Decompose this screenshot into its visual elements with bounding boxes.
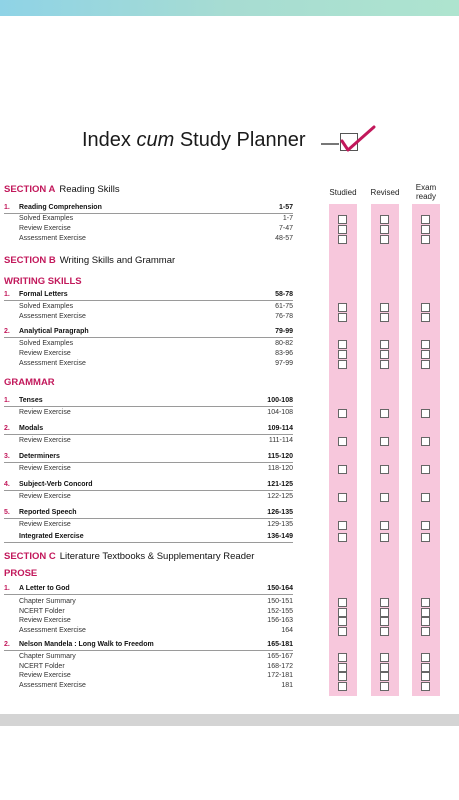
index-subitem-row xyxy=(4,616,293,626)
item-title: Nelson Mandela : Long Walk to Freedom xyxy=(19,641,154,648)
item-pages: 164 xyxy=(281,627,293,634)
exam-ready-checkbox[interactable] xyxy=(421,350,430,359)
item-number: 1. xyxy=(4,291,10,298)
item-pages: 1-7 xyxy=(282,215,293,222)
item-pages: 83-96 xyxy=(275,350,293,357)
prose-heading: PROSE xyxy=(4,568,38,579)
item-title: NCERT Folder xyxy=(19,608,65,615)
revised-checkbox[interactable] xyxy=(380,653,389,662)
studied-checkbox[interactable] xyxy=(338,608,347,617)
item-title: Modals xyxy=(19,425,44,432)
exam-ready-checkbox[interactable] xyxy=(421,360,430,369)
revised-checkbox[interactable] xyxy=(380,437,389,446)
item-title: Chapter Summary xyxy=(19,598,76,605)
index-subitem-row xyxy=(4,436,293,446)
item-title: Solved Examples xyxy=(19,303,74,310)
column-header-revised: Revised xyxy=(370,188,400,197)
index-subitem-row xyxy=(4,681,293,691)
item-title: Review Exercise xyxy=(19,350,71,357)
item-pages: 126-135 xyxy=(267,509,293,516)
studied-checkbox[interactable] xyxy=(338,313,347,322)
item-number: 1. xyxy=(4,397,10,404)
revised-checkbox[interactable] xyxy=(380,303,389,312)
revised-checkbox[interactable] xyxy=(380,533,389,542)
index-chapter-row xyxy=(4,640,293,651)
column-header-studied: Studied xyxy=(329,188,357,197)
item-pages: 1-57 xyxy=(278,204,293,211)
index-subitem-row xyxy=(4,234,293,244)
index-subitem-row xyxy=(4,626,293,636)
item-pages: 115-120 xyxy=(267,453,293,460)
studied-checkbox[interactable] xyxy=(338,437,347,446)
item-pages: 129-135 xyxy=(267,521,293,528)
studied-checkbox[interactable] xyxy=(338,350,347,359)
revised-checkbox[interactable] xyxy=(380,493,389,502)
item-pages: 109-114 xyxy=(267,425,293,432)
item-title: Formal Letters xyxy=(19,291,68,298)
item-title: Chapter Summary xyxy=(19,653,76,660)
exam-ready-checkbox[interactable] xyxy=(421,598,430,607)
check-mark-icon xyxy=(336,124,376,156)
exam-ready-checkbox[interactable] xyxy=(421,608,430,617)
studied-checkbox[interactable] xyxy=(338,598,347,607)
index-subitem-row xyxy=(4,224,293,234)
studied-checkbox[interactable] xyxy=(338,360,347,369)
index-chapter-row xyxy=(4,424,293,435)
exam-ready-checkbox[interactable] xyxy=(421,235,430,244)
item-pages: 79-99 xyxy=(275,328,293,335)
item-title: Determiners xyxy=(19,453,60,460)
item-pages: 172-181 xyxy=(267,672,293,679)
item-pages: 122-125 xyxy=(267,493,293,500)
item-title: Review Exercise xyxy=(19,409,71,416)
index-subitem-row xyxy=(4,339,293,349)
index-chapter-row xyxy=(4,508,293,519)
grammar-heading: GRAMMAR xyxy=(4,377,55,388)
exam-ready-checkbox[interactable] xyxy=(421,493,430,502)
revised-checkbox[interactable] xyxy=(380,465,389,474)
studied-checkbox[interactable] xyxy=(338,215,347,224)
item-pages: 76-78 xyxy=(275,313,293,320)
item-pages: 156-163 xyxy=(267,617,293,624)
item-title: Assessment Exercise xyxy=(19,360,86,367)
item-pages: 80-82 xyxy=(275,340,293,347)
item-pages: 121-125 xyxy=(267,481,293,488)
item-pages: 61-75 xyxy=(275,303,293,310)
exam-ready-checkbox[interactable] xyxy=(421,663,430,672)
item-title: Assessment Exercise xyxy=(19,235,86,242)
exam-ready-checkbox[interactable] xyxy=(421,533,430,542)
index-subitem-row xyxy=(4,492,293,502)
studied-checkbox[interactable] xyxy=(338,465,347,474)
exam-ready-checkbox[interactable] xyxy=(421,303,430,312)
item-title: Solved Examples xyxy=(19,340,74,347)
revised-checkbox[interactable] xyxy=(380,598,389,607)
item-pages: 48-57 xyxy=(275,235,293,242)
studied-checkbox[interactable] xyxy=(338,521,347,530)
index-subitem-row xyxy=(4,408,293,418)
item-pages: 168-172 xyxy=(267,663,293,670)
item-pages: 7-47 xyxy=(278,225,293,232)
exam-ready-checkbox[interactable] xyxy=(421,225,430,234)
index-subitem-row xyxy=(4,312,293,322)
page-title: Index cum Study Planner xyxy=(82,129,306,151)
bottom-gray-bar xyxy=(0,714,459,726)
index-chapter-row xyxy=(4,480,293,491)
item-pages: 150-151 xyxy=(267,598,293,605)
revised-checkbox[interactable] xyxy=(380,409,389,418)
item-pages: 152-155 xyxy=(267,608,293,615)
item-title: Review Exercise xyxy=(19,437,71,444)
item-title: A Letter to God xyxy=(19,585,70,592)
item-title: Subject-Verb Concord xyxy=(19,481,93,488)
exam-ready-checkbox[interactable] xyxy=(421,617,430,626)
revised-checkbox[interactable] xyxy=(380,350,389,359)
index-chapter-row xyxy=(4,203,293,214)
item-number: 2. xyxy=(4,641,10,648)
item-pages: 165-167 xyxy=(267,653,293,660)
item-number: 2. xyxy=(4,425,10,432)
revised-checkbox[interactable] xyxy=(380,627,389,636)
item-pages: 150-164 xyxy=(267,585,293,592)
item-pages: 100-108 xyxy=(267,397,293,404)
studied-checkbox[interactable] xyxy=(338,533,347,542)
item-title: Integrated Exercise xyxy=(19,533,84,540)
index-subitem-row xyxy=(4,359,293,369)
exam-ready-checkbox[interactable] xyxy=(421,215,430,224)
index-chapter-row xyxy=(4,290,293,301)
studied-checkbox[interactable] xyxy=(338,225,347,234)
item-pages: 136-149 xyxy=(267,533,293,540)
index-subitem-row xyxy=(4,520,293,530)
section-b-heading: SECTION B Writing Skills and Grammar xyxy=(4,255,176,266)
item-title: Review Exercise xyxy=(19,465,71,472)
item-title: Review Exercise xyxy=(19,225,71,232)
item-title: NCERT Folder xyxy=(19,663,65,670)
column-header-exam-ready: Exam ready xyxy=(415,183,437,201)
item-title: Tenses xyxy=(19,397,43,404)
item-title: Review Exercise xyxy=(19,672,71,679)
exam-ready-checkbox[interactable] xyxy=(421,313,430,322)
studied-checkbox[interactable] xyxy=(338,617,347,626)
item-pages: 181 xyxy=(281,682,293,689)
index-chapter-row xyxy=(4,327,293,338)
exam-ready-checkbox[interactable] xyxy=(421,409,430,418)
studied-checkbox[interactable] xyxy=(338,663,347,672)
item-title: Review Exercise xyxy=(19,521,71,528)
item-pages: 111-114 xyxy=(268,437,293,444)
studied-checkbox[interactable] xyxy=(338,235,347,244)
index-chapter-row xyxy=(4,396,293,407)
revised-checkbox[interactable] xyxy=(380,313,389,322)
exam-ready-checkbox[interactable] xyxy=(421,521,430,530)
exam-ready-checkbox[interactable] xyxy=(421,340,430,349)
exam-ready-checkbox[interactable] xyxy=(421,437,430,446)
studied-checkbox[interactable] xyxy=(338,340,347,349)
item-title: Review Exercise xyxy=(19,493,71,500)
top-color-bar xyxy=(0,0,459,16)
revised-checkbox[interactable] xyxy=(380,672,389,681)
item-pages: 165-181 xyxy=(267,641,293,648)
writing-skills-heading: WRITING SKILLS xyxy=(4,276,82,287)
item-number: 2. xyxy=(4,328,10,335)
item-title: Reading Comprehension xyxy=(19,204,102,211)
index-subitem-row xyxy=(4,349,293,359)
exam-ready-checkbox[interactable] xyxy=(421,465,430,474)
revised-checkbox[interactable] xyxy=(380,521,389,530)
item-pages: 97-99 xyxy=(275,360,293,367)
index-chapter-row xyxy=(4,532,293,543)
item-pages: 118-120 xyxy=(267,465,293,472)
revised-checkbox[interactable] xyxy=(380,682,389,691)
revised-checkbox[interactable] xyxy=(380,340,389,349)
index-subitem-row xyxy=(4,214,293,224)
index-chapter-row xyxy=(4,452,293,463)
item-number: 1. xyxy=(4,585,10,592)
studied-checkbox[interactable] xyxy=(338,409,347,418)
revised-checkbox[interactable] xyxy=(380,360,389,369)
section-a-heading: SECTION A Reading Skills xyxy=(4,184,120,195)
item-title: Solved Examples xyxy=(19,215,74,222)
studied-checkbox[interactable] xyxy=(338,493,347,502)
item-title: Assessment Exercise xyxy=(19,313,86,320)
item-number: 3. xyxy=(4,453,10,460)
item-number: 4. xyxy=(4,481,10,488)
item-title: Review Exercise xyxy=(19,617,71,624)
index-subitem-row xyxy=(4,302,293,312)
studied-checkbox[interactable] xyxy=(338,303,347,312)
revised-checkbox[interactable] xyxy=(380,608,389,617)
index-chapter-row xyxy=(4,584,293,595)
index-subitem-row xyxy=(4,464,293,474)
index-subitem-row xyxy=(4,652,293,662)
exam-ready-checkbox[interactable] xyxy=(421,627,430,636)
item-number: 1. xyxy=(4,204,10,211)
item-number: 5. xyxy=(4,509,10,516)
item-pages: 58-78 xyxy=(275,291,293,298)
exam-ready-checkbox[interactable] xyxy=(421,653,430,662)
item-title: Assessment Exercise xyxy=(19,682,86,689)
revised-checkbox[interactable] xyxy=(380,225,389,234)
studied-checkbox[interactable] xyxy=(338,653,347,662)
item-title: Analytical Paragraph xyxy=(19,328,89,335)
revised-checkbox[interactable] xyxy=(380,663,389,672)
index-subitem-row xyxy=(4,671,293,681)
studied-checkbox[interactable] xyxy=(338,682,347,691)
revised-checkbox[interactable] xyxy=(380,215,389,224)
studied-checkbox[interactable] xyxy=(338,672,347,681)
exam-ready-checkbox[interactable] xyxy=(421,672,430,681)
revised-checkbox[interactable] xyxy=(380,235,389,244)
revised-checkbox[interactable] xyxy=(380,617,389,626)
item-title: Assessment Exercise xyxy=(19,627,86,634)
item-title: Reported Speech xyxy=(19,509,77,516)
studied-checkbox[interactable] xyxy=(338,627,347,636)
section-c-heading: SECTION C Literature Textbooks & Supplementary Reader xyxy=(4,551,255,562)
index-subitem-row xyxy=(4,597,293,607)
item-pages: 104-108 xyxy=(267,409,293,416)
exam-ready-checkbox[interactable] xyxy=(421,682,430,691)
